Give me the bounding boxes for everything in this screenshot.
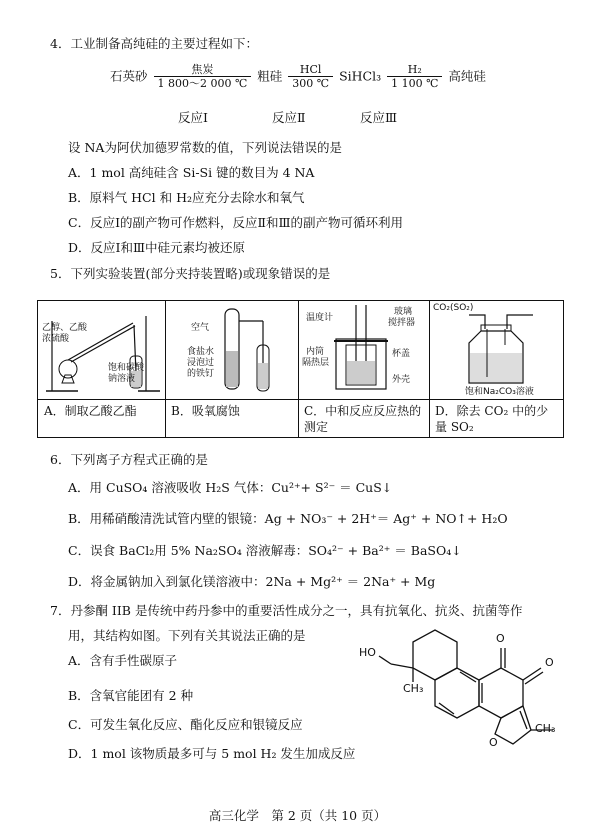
q7-option-b: B．含氧官能团有 2 种 bbox=[68, 688, 194, 703]
label-ketone-1: O bbox=[496, 632, 505, 645]
q6-stem: 6．下列离子方程式正确的是 bbox=[50, 452, 208, 467]
label-c-thermometer: 温度计 bbox=[306, 313, 334, 323]
label-furan-oxygen: O bbox=[489, 736, 498, 749]
q6-option-d: D．将金属钠加入到氯化镁溶液中：2Na + Mg²⁺ ＝ 2Na⁺ + Mg bbox=[68, 574, 436, 589]
label-d-gas: CO₂(SO₂) bbox=[433, 303, 474, 313]
gas-wash-bottle-icon bbox=[429, 301, 563, 399]
label-a-acid: 浓硫酸 bbox=[42, 334, 70, 344]
label-a-carbonate: 饱和碳酸 bbox=[108, 363, 145, 373]
label-ketone-2: O bbox=[545, 656, 554, 669]
q7-stem-line1: 7．丹参酮 IIB 是传统中药丹参中的重要活性成分之一，具有抗氧化、抗炎、抗菌等作 bbox=[50, 603, 523, 618]
q5-stem: 5．下列实验装置(部分夹持装置略)或现象错误的是 bbox=[50, 266, 331, 281]
q7-option-c: C．可发生氧化反应、酯化反应和银镜反应 bbox=[68, 717, 303, 732]
flow-pure-si: 高纯硅 bbox=[448, 68, 486, 84]
q4-flow bbox=[110, 64, 486, 90]
reaction-1-label: 反应Ⅰ bbox=[178, 110, 208, 125]
caption-c: C．中和反应反应热的测定 bbox=[298, 399, 429, 437]
label-b-brine: 食盐水 bbox=[187, 347, 215, 357]
caption-b: B．吸氧腐蚀 bbox=[165, 399, 298, 437]
apparatus-c bbox=[298, 301, 430, 437]
label-c-stirrer: 搅拌器 bbox=[388, 318, 416, 328]
q7-option-d: D．1 mol 该物质最多可与 5 mol H₂ 发生加成反应 bbox=[68, 746, 356, 761]
q6-option-c: C．误食 BaCl₂用 5% Na₂SO₄ 溶液解毒：SO₄²⁻ + Ba²⁺ ＝ BaSO₄↓ bbox=[68, 543, 462, 558]
q4-option-d: D．反应Ⅰ和Ⅲ中硅元素均被还原 bbox=[68, 240, 246, 255]
arrow-reaction-3 bbox=[387, 64, 442, 90]
apparatus-a bbox=[38, 301, 166, 437]
label-hydroxyl: HO bbox=[359, 646, 376, 659]
arrow2-reagent: HCl bbox=[288, 64, 333, 77]
label-methyl-2: CH₃ bbox=[535, 722, 556, 735]
arrow2-condition: 300 ℃ bbox=[292, 77, 330, 90]
arrow1-condition: 1 800～2 000 ℃ bbox=[157, 77, 248, 90]
page-footer: 高三化学 第 2 页（共 10 页） bbox=[208, 808, 387, 823]
q4-stem: 4．工业制备高纯硅的主要过程如下： bbox=[50, 36, 258, 51]
arrow-reaction-1 bbox=[154, 64, 252, 90]
apparatus-b bbox=[165, 301, 299, 437]
corrosion-setup-icon bbox=[165, 301, 298, 399]
flow-quartz: 石英砂 bbox=[110, 68, 148, 84]
label-a-solution: 钠溶液 bbox=[108, 374, 136, 384]
label-a-ethanol: 乙醇、乙酸 bbox=[42, 323, 88, 333]
arrow3-reagent: H₂ bbox=[387, 64, 442, 77]
q7-stem-line2: 用，其结构如图。下列有关其说法正确的是 bbox=[68, 628, 306, 643]
label-c-insulation: 隔热层 bbox=[302, 358, 330, 368]
flow-crude-si: 粗硅 bbox=[257, 68, 283, 84]
caption-a: A．制取乙酸乙酯 bbox=[38, 399, 165, 437]
esterification-setup-icon bbox=[38, 301, 165, 399]
label-c-inner: 内筒 bbox=[306, 347, 325, 357]
q4-setup: 设 NA为阿伏加德罗常数的值，下列说法错误的是 bbox=[68, 140, 342, 155]
arrow1-reagent: 焦炭 bbox=[154, 64, 252, 77]
label-b-nail: 的铁钉 bbox=[187, 369, 215, 379]
reaction-3-label: 反应Ⅲ bbox=[360, 110, 398, 125]
q4-option-a: A．1 mol 高纯硅含 Si-Si 键的数目为 4 NA bbox=[68, 165, 315, 180]
label-c-lid: 杯盖 bbox=[392, 349, 411, 359]
q6-option-a: A．用 CuSO₄ 溶液吸收 H₂S 气体：Cu²⁺+ S²⁻ ＝ CuS↓ bbox=[68, 480, 393, 495]
caption-d: D．除去 CO₂ 中的少量 SO₂ bbox=[429, 399, 563, 437]
q5-apparatus-table bbox=[37, 300, 564, 438]
apparatus-d bbox=[429, 301, 563, 437]
molecule-structure-icon bbox=[355, 628, 565, 778]
label-c-shell: 外壳 bbox=[392, 375, 411, 385]
label-b-soaked: 浸泡过 bbox=[187, 358, 215, 368]
label-d-solution: 饱和Na₂CO₃溶液 bbox=[465, 387, 534, 397]
q4-option-c: C．反应Ⅰ的副产物可作燃料，反应Ⅱ和Ⅲ的副产物可循环利用 bbox=[68, 215, 404, 230]
q4-option-b: B．原料气 HCl 和 H₂应充分去除水和氧气 bbox=[68, 190, 305, 205]
q7-option-a: A．含有手性碳原子 bbox=[68, 653, 178, 668]
arrow3-condition: 1 100 ℃ bbox=[391, 77, 439, 90]
reaction-2-label: 反应Ⅱ bbox=[272, 110, 306, 125]
q6-option-b: B．用稀硝酸清洗试管内壁的银镜：Ag + NO₃⁻ + 2H⁺＝ Ag⁺ + NO↑+ H₂O bbox=[68, 511, 508, 526]
flow-sihcl3: SiHCl₃ bbox=[339, 68, 382, 84]
tanshinone-structure bbox=[355, 628, 565, 778]
arrow-reaction-2 bbox=[288, 64, 333, 90]
label-b-air: 空气 bbox=[191, 323, 210, 333]
label-methyl-1: CH₃ bbox=[403, 682, 424, 695]
label-c-glass: 玻璃 bbox=[394, 307, 413, 317]
